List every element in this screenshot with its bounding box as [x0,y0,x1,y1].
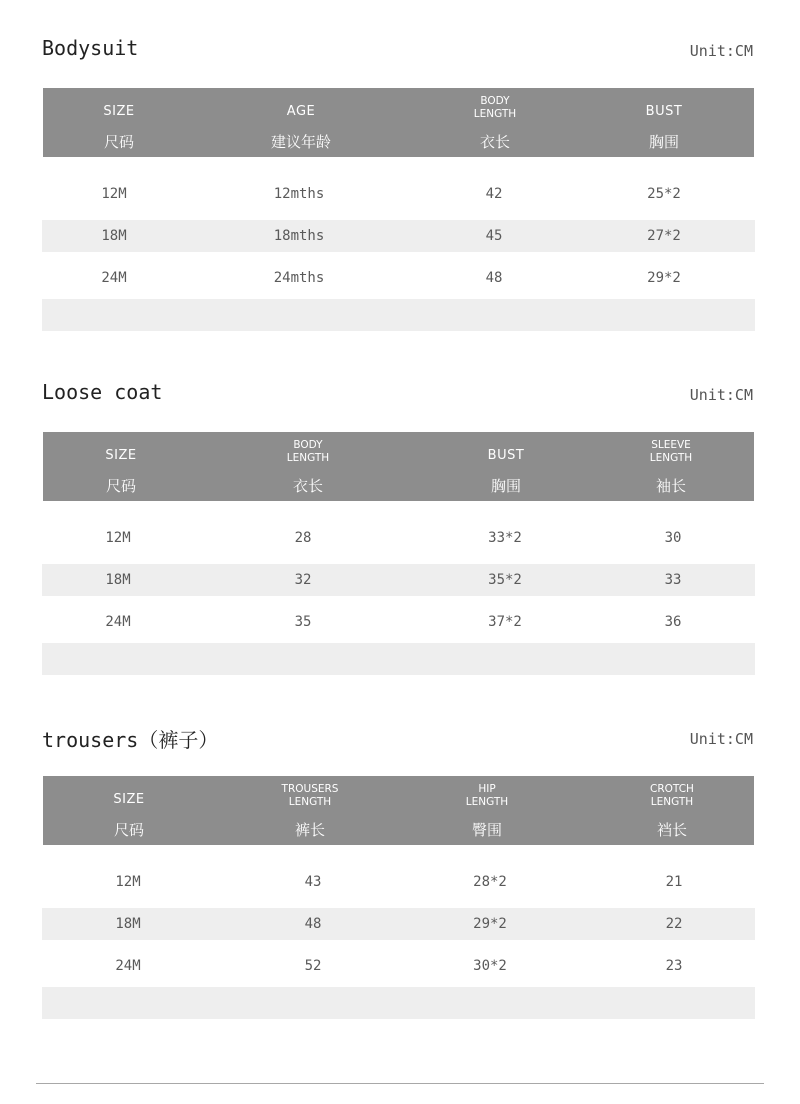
cell-body-length: 35 [294,614,312,630]
cell-crotch-length: 22 [665,916,683,932]
cell-hip-length: 30*2 [473,958,507,974]
cell-trousers-length: 48 [304,916,322,932]
section-trousers [42,724,755,1024]
section-title: Loose coat [42,380,163,404]
empty-row [42,987,755,1019]
cell-size: 24M [115,958,141,974]
table-row [42,262,755,294]
cell-bust: 25*2 [647,186,681,202]
section-title: trousers（裤子） [42,728,219,752]
table-row [42,220,755,252]
cell-trousers-length: 52 [304,958,322,974]
cell-hip-length: 29*2 [473,916,507,932]
table-row [42,606,755,638]
bottom-divider [36,1083,764,1084]
unit-label: Unit:CM [689,42,753,60]
table-row [42,522,755,554]
table-row [42,950,755,982]
cell-body-length: 45 [485,228,503,244]
table-header: SIZE 尺码 BODY LENGTH 衣长 BUST 胸围 SLEEVE LENGTH 袖长 [43,432,754,501]
cell-size: 24M [105,614,131,630]
cell-size: 12M [115,874,141,890]
empty-row [42,643,755,675]
cell-size: 12M [101,186,127,202]
table-header: SIZE 尺码 TROUSERS LENGTH 裤长 HIP LENGTH 臀围 CROTCH LENGTH 裆长 [43,776,754,845]
table-row [42,908,755,940]
cell-bust: 35*2 [488,572,522,588]
cell-age: 18mths [273,228,325,244]
cell-size: 18M [105,572,131,588]
cell-crotch-length: 23 [665,958,683,974]
table-row [42,564,755,596]
cell-size: 18M [101,228,127,244]
cell-bust: 37*2 [488,614,522,630]
cell-sleeve-length: 30 [664,530,682,546]
cell-bust: 27*2 [647,228,681,244]
cell-size: 12M [105,530,131,546]
cell-age: 12mths [273,186,325,202]
cell-body-length: 48 [485,270,503,286]
cell-bust: 33*2 [488,530,522,546]
empty-row [42,299,755,331]
cell-hip-length: 28*2 [473,874,507,890]
cell-trousers-length: 43 [304,874,322,890]
cell-body-length: 32 [294,572,312,588]
section-bodysuit [42,36,755,336]
section-loose-coat [42,380,755,680]
cell-size: 18M [115,916,141,932]
cell-age: 24mths [273,270,325,286]
cell-body-length: 28 [294,530,312,546]
section-title: Bodysuit [42,36,139,60]
cell-crotch-length: 21 [665,874,683,890]
unit-label: Unit:CM [689,730,753,748]
cell-sleeve-length: 33 [664,572,682,588]
table-header: SIZE 尺码 AGE 建议年龄 BODY LENGTH 衣长 BUST 胸围 [43,88,754,157]
cell-sleeve-length: 36 [664,614,682,630]
table-row [42,178,755,210]
cell-body-length: 42 [485,186,503,202]
cell-bust: 29*2 [647,270,681,286]
table-row [42,866,755,898]
cell-size: 24M [101,270,127,286]
unit-label: Unit:CM [689,386,753,404]
